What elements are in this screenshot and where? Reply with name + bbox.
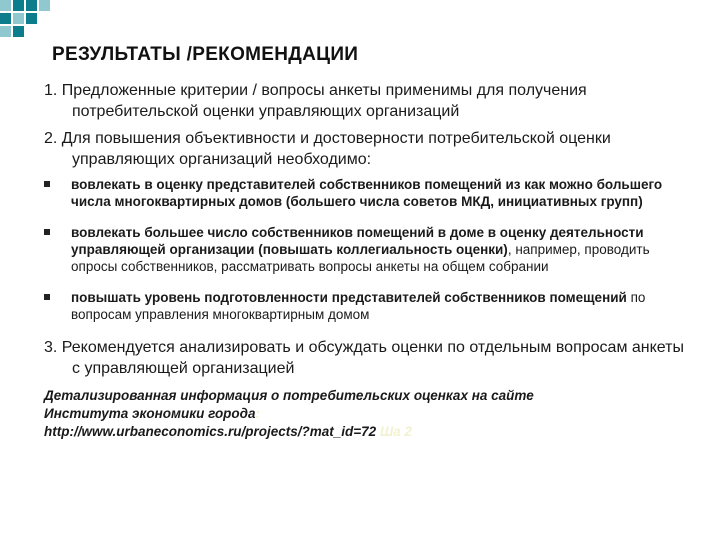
item-one: [44, 80, 684, 122]
logo-square: [0, 13, 11, 24]
page-title: РЕЗУЛЬТАТЫ /РЕКОМЕНДАЦИИ: [52, 44, 359, 65]
note-line-3-faint: Ша 2: [379, 424, 412, 439]
note-line-1: Детализированная информация о потребительских оценках на сайте: [44, 388, 534, 403]
note-line-2-faint: :: [255, 406, 261, 421]
logo-square: [13, 0, 24, 11]
item-two-tail: :: [366, 151, 372, 168]
item-two: [44, 128, 684, 170]
item-two-text: Для повышения объективности и достоверности потребительской оценки управляющих организаций необходимо: [61, 130, 611, 168]
logo-squares: [0, 0, 60, 50]
item-two-number: 2.: [44, 130, 58, 147]
note-line-3: [44, 423, 684, 441]
slide-content: [44, 80, 684, 441]
item-one-number: 1.: [44, 82, 58, 99]
item-one-text: Предложенные критерии / вопросы анкеты применимы для получения потребительской оценки управляющих организаций: [61, 82, 587, 120]
logo-square: [26, 0, 37, 11]
note-line-2: [44, 405, 684, 423]
bullet-item: [44, 289, 684, 323]
note-line-2-text: Института экономики города: [44, 406, 256, 421]
logo-square: [0, 0, 11, 11]
bullet-list: [44, 176, 684, 323]
item-three-number: 3.: [44, 339, 58, 356]
bullet-square-icon: [44, 294, 50, 300]
item-three: [44, 337, 684, 379]
bullet-bold-text: вовлекать большее число собственников помещений в доме в оценку деятельности управляющей организации (повышать коллегиальность оценки): [71, 225, 644, 257]
bullet-item: [44, 176, 684, 210]
bullet-square-icon: [44, 181, 50, 187]
bullet-bold-text: вовлекать в оценку представителей собственников помещений из как можно большего числа многоквартирных домов (большего числа советов МКД, инициативных групп): [71, 177, 663, 209]
logo-square: [0, 26, 11, 37]
bullet-bold-text: повышать уровень подготовленности представителей собственников помещений: [71, 290, 627, 305]
logo-square: [13, 26, 24, 37]
bullet-item: [44, 224, 684, 275]
logo-square: [39, 0, 50, 11]
bullet-text: , например, проводить опросы собственников, рассматривать вопросы анкеты на общем собрании: [71, 242, 650, 274]
bullet-text: по вопросам управления многоквартирным домом: [71, 290, 646, 322]
source-link[interactable]: http://www.urbaneconomics.ru/projects/?mat_id=72: [44, 424, 377, 439]
bullet-square-icon: [44, 229, 50, 235]
logo-square: [13, 13, 24, 24]
source-note: [44, 387, 684, 441]
item-three-text: Рекомендуется анализировать и обсуждать оценки по отдельным вопросам анкеты с управляющей организацией: [61, 339, 684, 377]
logo-square: [26, 13, 37, 24]
